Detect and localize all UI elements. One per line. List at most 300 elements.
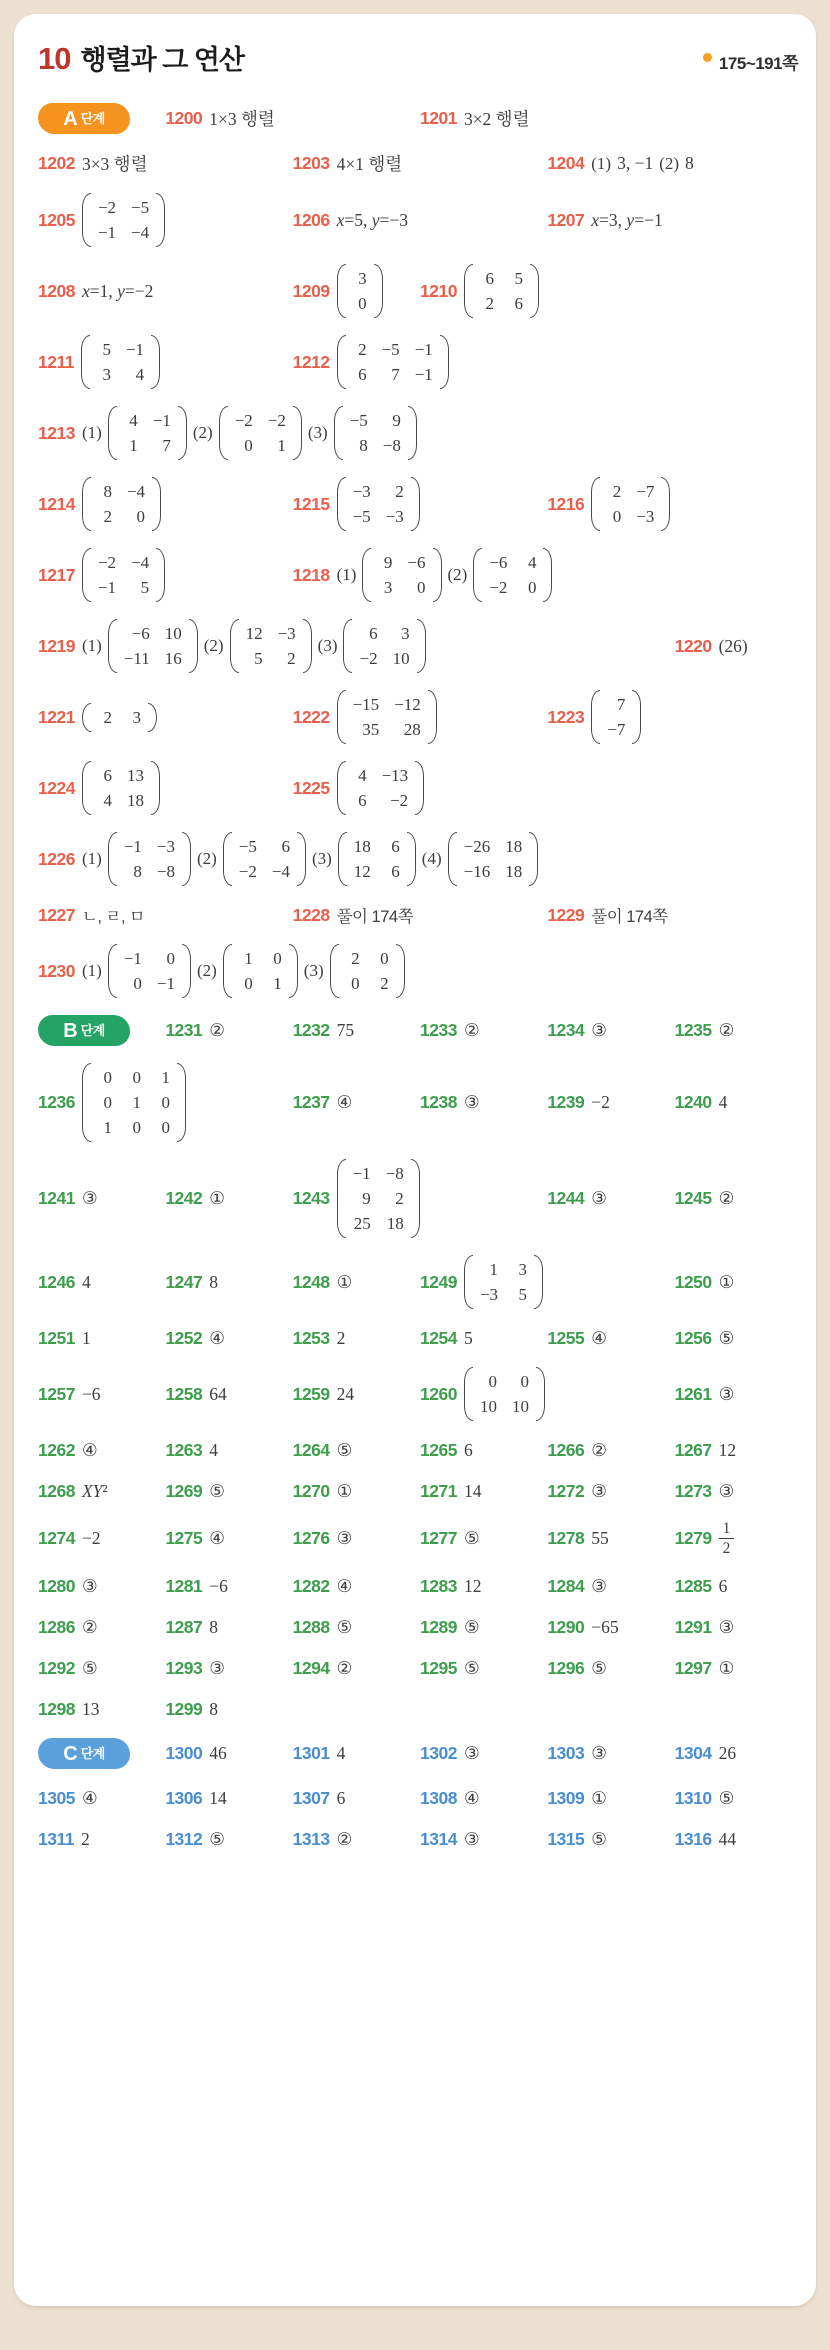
left-paren-icon xyxy=(82,548,91,602)
answer-item-1215 xyxy=(293,477,544,531)
answer-value: 4 xyxy=(718,1092,728,1112)
problem-number: 1281 xyxy=(165,1575,203,1596)
answer-item-1307 xyxy=(293,1786,416,1810)
matrix-cell: 8 xyxy=(103,482,112,501)
matrix-cell: 18 xyxy=(353,837,371,856)
answer-body xyxy=(337,1440,353,1461)
matrix-value xyxy=(337,335,449,389)
answer-value: ⑤ xyxy=(209,1480,225,1501)
problem-number: 1239 xyxy=(547,1092,585,1112)
matrix-cell: −2 xyxy=(238,862,257,881)
answer-body xyxy=(209,1328,225,1349)
answer-row xyxy=(38,1063,798,1142)
answer-item-1269 xyxy=(165,1479,288,1503)
left-paren-icon xyxy=(448,832,457,886)
matrix-grid xyxy=(91,1063,177,1142)
answer-body xyxy=(464,1743,480,1764)
answer-body xyxy=(337,1743,346,1764)
left-paren-icon xyxy=(219,406,228,460)
answer-item-1200 xyxy=(165,106,416,131)
left-paren-icon xyxy=(337,264,346,318)
problem-number: 1213 xyxy=(38,422,75,443)
problem-number: 1202 xyxy=(38,153,75,173)
problem-number: 1207 xyxy=(547,209,585,230)
matrix-cell: 0 xyxy=(244,436,253,455)
problem-number: 1238 xyxy=(420,1092,457,1112)
problem-number: 1294 xyxy=(292,1657,330,1678)
left-paren-icon xyxy=(464,1255,473,1309)
answer-item-1255 xyxy=(547,1326,670,1350)
matrix-cell: 3 xyxy=(102,365,111,384)
answer-item-1237 xyxy=(293,1091,416,1115)
matrix-cell: −2 xyxy=(97,198,117,217)
answer-value: ⑤ xyxy=(209,1828,225,1849)
problem-number: 1260 xyxy=(420,1383,457,1404)
answer-value: ③ xyxy=(209,1657,225,1678)
answer-row xyxy=(38,548,798,602)
matrix-cell: 12 xyxy=(353,862,371,881)
answer-value: ② xyxy=(209,1020,225,1040)
answer-item-1213 xyxy=(38,406,798,460)
answer-body xyxy=(82,1658,98,1679)
right-paren-icon xyxy=(411,1159,420,1238)
answer-body xyxy=(337,1788,346,1809)
answer-item-1224 xyxy=(38,761,289,815)
problem-number: 1304 xyxy=(674,1743,712,1764)
answer-body xyxy=(464,1481,482,1502)
matrix-cell: 5 xyxy=(140,578,150,597)
answer-value: ㄴ, ㄹ, ㅁ xyxy=(81,908,145,926)
problem-number: 1221 xyxy=(38,706,75,727)
section-A xyxy=(38,103,798,998)
matrix-value xyxy=(448,832,539,886)
answer-key-card xyxy=(14,14,816,2306)
answer-row xyxy=(38,151,798,176)
answer-value: 4×1 행렬 xyxy=(336,154,403,174)
problem-number: 1205 xyxy=(38,209,75,230)
matrix-cell: 0 xyxy=(166,949,175,968)
matrix-cell: −6 xyxy=(407,553,426,572)
problem-number: 1316 xyxy=(674,1828,712,1849)
left-paren-icon xyxy=(330,944,339,998)
matrix-value xyxy=(330,944,405,998)
answer-body xyxy=(719,1658,735,1679)
answer-body xyxy=(591,1528,609,1549)
matrix-cell: 3 xyxy=(401,624,410,643)
answer-value: 3×2 행렬 xyxy=(463,109,530,129)
answer-value: 3, −1 xyxy=(617,153,654,173)
answer-item-1290 xyxy=(547,1615,670,1639)
problem-number: 1204 xyxy=(547,153,585,173)
answer-body xyxy=(464,1617,480,1638)
answer-body xyxy=(82,832,538,886)
problem-number: 1315 xyxy=(547,1828,585,1849)
matrix-cell: 2 xyxy=(287,649,296,668)
answer-item-1287 xyxy=(165,1615,288,1639)
matrix-cell: −3 xyxy=(479,1285,499,1304)
matrix-cell: 1 xyxy=(132,1093,141,1112)
answer-item-1226 xyxy=(38,832,798,886)
matrix-value xyxy=(338,832,416,886)
answer-body xyxy=(82,1440,98,1461)
problem-number: 1295 xyxy=(420,1657,457,1678)
answer-body xyxy=(591,903,667,927)
answer-value: 1×3 행렬 xyxy=(209,109,275,129)
answer-body xyxy=(591,1020,607,1041)
matrix-cell: −1 xyxy=(97,578,117,597)
matrix-cell: 3 xyxy=(518,1260,528,1279)
problem-number: 1274 xyxy=(38,1528,75,1549)
answer-body xyxy=(719,1328,735,1349)
chapter-number: 10 xyxy=(38,41,71,76)
answer-value: x=1, y=−2 xyxy=(81,280,154,301)
matrix-cell: 7 xyxy=(162,436,171,455)
matrix-cell: 2 xyxy=(395,482,404,501)
problem-number: 1267 xyxy=(674,1439,712,1460)
answer-value: 75 xyxy=(336,1020,355,1040)
answer-value: ③ xyxy=(718,1480,735,1501)
problem-number: 1217 xyxy=(38,564,75,585)
answer-body xyxy=(337,335,449,389)
answer-body xyxy=(591,1328,607,1349)
matrix-grid xyxy=(473,1255,534,1309)
answer-value: 6 xyxy=(718,1575,728,1596)
answer-body xyxy=(719,1092,728,1113)
answer-body xyxy=(591,153,694,174)
problem-number: 1243 xyxy=(292,1188,330,1208)
answer-body xyxy=(337,761,425,815)
answer-body xyxy=(337,1576,353,1597)
problem-number: 1263 xyxy=(165,1439,203,1460)
answer-body xyxy=(464,1328,473,1349)
answer-value: ③ xyxy=(463,1092,480,1112)
answer-item-1202 xyxy=(38,151,289,176)
left-paren-icon xyxy=(338,832,347,886)
right-paren-icon xyxy=(374,264,383,318)
answer-value: ② xyxy=(718,1020,735,1040)
card-content xyxy=(14,14,816,1851)
problem-number: 1228 xyxy=(292,904,330,925)
answer-value: ③ xyxy=(718,1616,735,1637)
left-paren-icon xyxy=(337,761,346,815)
left-paren-icon xyxy=(464,264,473,318)
matrix-cell: −1 xyxy=(123,837,142,856)
matrix-cell: 9 xyxy=(383,553,393,572)
answer-body xyxy=(591,477,670,531)
stage-badge-letter: A xyxy=(63,107,78,130)
answer-value: 3×3 행렬 xyxy=(81,154,148,174)
part-label: (1) xyxy=(591,153,612,173)
problem-number: 1254 xyxy=(420,1327,457,1348)
matrix-cell: 4 xyxy=(129,411,138,430)
problem-number: 1287 xyxy=(165,1616,203,1637)
answer-body xyxy=(82,903,145,927)
answer-body xyxy=(591,1617,618,1638)
part-label: (3) xyxy=(311,849,332,868)
answer-item-1275 xyxy=(165,1527,288,1551)
answer-item-1220 xyxy=(675,634,798,658)
answer-row xyxy=(38,1479,798,1503)
matrix-cell: 9 xyxy=(392,411,401,430)
answer-item-1311 xyxy=(38,1827,161,1851)
answer-body xyxy=(464,1367,545,1421)
problem-number: 1285 xyxy=(674,1575,712,1596)
matrix-cell: 4 xyxy=(135,365,145,384)
matrix-cell: −1 xyxy=(125,340,145,359)
matrix-cell: 0 xyxy=(351,974,360,993)
answer-body xyxy=(209,1020,225,1041)
matrix-cell: −6 xyxy=(489,553,508,572)
matrix-grid xyxy=(347,832,407,886)
answer-item-1302 xyxy=(420,1742,543,1766)
answer-value: ⑤ xyxy=(336,1439,353,1460)
problem-number: 1247 xyxy=(165,1271,203,1292)
stage-badge-C xyxy=(38,1738,130,1769)
right-paren-icon xyxy=(411,477,420,531)
matrix-cell: 0 xyxy=(612,507,622,526)
matrix-cell: 18 xyxy=(126,791,144,810)
part-label: (1) xyxy=(81,961,102,980)
answer-value: 12 xyxy=(718,1439,737,1460)
problem-number: 1307 xyxy=(292,1787,330,1808)
answer-body xyxy=(209,1576,228,1597)
answer-value: 44 xyxy=(718,1828,737,1849)
left-paren-icon xyxy=(108,406,117,460)
stage-badge-text: 단계 xyxy=(80,1023,105,1038)
answer-body xyxy=(82,193,165,247)
matrix-cell: 10 xyxy=(479,1397,497,1416)
right-paren-icon xyxy=(293,406,302,460)
right-paren-icon xyxy=(428,690,437,744)
part-label: (1) xyxy=(81,636,102,655)
matrix-value xyxy=(108,619,198,673)
matrix-cell: −2 xyxy=(267,411,286,430)
answer-row xyxy=(38,619,798,673)
matrix-grid xyxy=(232,944,289,998)
problem-number: 1209 xyxy=(292,280,330,301)
right-paren-icon xyxy=(396,944,405,998)
answer-body xyxy=(719,1020,735,1041)
matrix-value xyxy=(464,1367,545,1421)
problem-number: 1214 xyxy=(38,493,75,514)
matrix-cell: −7 xyxy=(636,482,655,501)
answer-body xyxy=(82,761,160,815)
answer-value: ④ xyxy=(591,1327,607,1348)
answer-item-1225 xyxy=(293,761,798,815)
matrix-cell: −1 xyxy=(414,340,433,359)
answer-body xyxy=(464,1658,480,1679)
matrix-cell: 0 xyxy=(161,1093,170,1112)
answer-value: 6 xyxy=(463,1439,473,1460)
answer-item-1301 xyxy=(293,1742,416,1766)
answer-item-1218 xyxy=(293,548,798,602)
matrix-cell: 9 xyxy=(362,1189,371,1208)
answer-body xyxy=(82,406,417,460)
answer-body xyxy=(209,1188,225,1209)
answer-body xyxy=(209,1658,225,1679)
answer-body xyxy=(719,1617,735,1638)
answer-body xyxy=(209,1384,227,1405)
answer-item-1293 xyxy=(165,1656,288,1680)
answer-value: 26 xyxy=(718,1743,737,1764)
problem-number: 1218 xyxy=(292,564,330,585)
answer-body xyxy=(337,1092,353,1113)
answer-body xyxy=(464,1440,473,1461)
matrix-grid xyxy=(371,548,432,602)
stage-badge-text: 단계 xyxy=(80,111,105,126)
answer-body xyxy=(591,1829,607,1850)
matrix-value xyxy=(108,944,191,998)
stage-badge-B xyxy=(38,1015,130,1046)
matrix-cell: 8 xyxy=(359,436,368,455)
answer-value: ③ xyxy=(81,1575,98,1596)
answer-item-1221 xyxy=(38,703,289,732)
answer-item-1310 xyxy=(675,1786,798,1810)
answer-item-1282 xyxy=(293,1574,416,1598)
problem-number: 1297 xyxy=(674,1657,712,1678)
problem-number: 1310 xyxy=(674,1787,712,1808)
problem-number: 1208 xyxy=(38,280,75,301)
matrix-cell: 0 xyxy=(520,1372,529,1391)
matrix-cell: 0 xyxy=(133,974,142,993)
answer-item-1268 xyxy=(38,1479,161,1503)
answer-item-1240 xyxy=(675,1091,798,1115)
answer-value: ② xyxy=(81,1616,98,1637)
answer-item-1313 xyxy=(293,1827,416,1851)
matrix-grid xyxy=(482,548,543,602)
problem-number: 1290 xyxy=(547,1616,585,1637)
problem-number: 1301 xyxy=(292,1743,330,1764)
right-paren-icon xyxy=(289,944,298,998)
answer-item-1245 xyxy=(675,1187,798,1211)
matrix-cell: −11 xyxy=(123,649,150,668)
problem-number: 1252 xyxy=(165,1327,203,1348)
stage-badge-text: 단계 xyxy=(80,1746,105,1762)
answer-body xyxy=(337,151,403,176)
left-paren-icon xyxy=(223,944,232,998)
matrix-value xyxy=(82,761,160,815)
answer-value: ④ xyxy=(81,1787,98,1808)
answer-value: ② xyxy=(336,1828,353,1849)
answer-value: ⑤ xyxy=(463,1616,480,1637)
answer-body xyxy=(209,1440,218,1461)
answer-row xyxy=(38,1367,798,1421)
matrix-cell: 7 xyxy=(616,695,626,714)
problem-number: 1236 xyxy=(38,1092,75,1112)
right-paren-icon xyxy=(530,264,539,318)
right-paren-icon xyxy=(156,548,165,602)
problem-number: 1300 xyxy=(165,1743,203,1764)
answer-value: ⑤ xyxy=(463,1657,480,1678)
answer-body xyxy=(719,1576,728,1597)
answer-value: 4 xyxy=(336,1743,346,1764)
answer-item-1259 xyxy=(293,1382,416,1406)
matrix-value xyxy=(81,335,160,389)
matrix-grid xyxy=(91,477,152,531)
answer-row xyxy=(38,103,798,134)
matrix-cell: −8 xyxy=(156,862,175,881)
answer-value: 4 xyxy=(209,1439,219,1460)
answer-body xyxy=(82,1576,98,1597)
matrix-cell: −1 xyxy=(156,974,175,993)
answer-body xyxy=(209,1829,225,1850)
matrix-cell: −3 xyxy=(156,837,175,856)
matrix-cell: 5 xyxy=(102,340,111,359)
answer-row xyxy=(38,1520,798,1557)
answer-item-1201 xyxy=(420,106,798,131)
matrix-cell: 16 xyxy=(164,649,182,668)
answer-item-1281 xyxy=(165,1574,288,1598)
answer-body xyxy=(591,690,641,744)
problem-number: 1256 xyxy=(674,1327,712,1348)
answer-item-1256 xyxy=(675,1326,798,1350)
matrix-value xyxy=(82,193,165,247)
answer-body xyxy=(591,1092,610,1113)
matrix-grid xyxy=(457,832,530,886)
answer-value: ③ xyxy=(463,1743,480,1764)
answer-body xyxy=(464,1020,480,1041)
answer-item-1314 xyxy=(420,1827,543,1851)
problem-number: 1278 xyxy=(547,1528,585,1549)
matrix-grid xyxy=(232,832,297,886)
problem-number: 1215 xyxy=(292,493,330,514)
matrix-value xyxy=(219,406,302,460)
problem-number: 1216 xyxy=(547,493,585,514)
matrix-value xyxy=(223,944,298,998)
answer-row xyxy=(38,264,798,318)
answer-item-1265 xyxy=(420,1438,543,1462)
answer-row xyxy=(38,406,798,460)
answer-item-1305 xyxy=(38,1786,161,1810)
matrix-grid xyxy=(117,832,182,886)
problem-number: 1299 xyxy=(165,1698,203,1719)
answer-value: 4 xyxy=(81,1271,91,1292)
part-label: (3) xyxy=(307,423,328,442)
answer-value: ① xyxy=(718,1271,735,1292)
problem-number: 1271 xyxy=(420,1480,457,1501)
answer-item-1241 xyxy=(38,1187,161,1211)
problem-number: 1269 xyxy=(165,1480,203,1501)
answer-item-1233 xyxy=(420,1019,543,1043)
matrix-cell: −2 xyxy=(359,649,378,668)
left-paren-icon xyxy=(82,1063,91,1142)
answer-value: ① xyxy=(209,1188,225,1208)
problem-number: 1289 xyxy=(420,1616,457,1637)
answer-row xyxy=(38,1697,798,1721)
answer-value: ② xyxy=(718,1188,735,1208)
left-paren-icon xyxy=(337,1159,346,1238)
answer-body xyxy=(337,903,413,927)
right-paren-icon xyxy=(417,619,426,673)
right-paren-icon xyxy=(151,335,160,389)
matrix-cell: 2 xyxy=(351,949,360,968)
problem-number: 1234 xyxy=(547,1020,585,1040)
answer-item-1295 xyxy=(420,1656,543,1680)
answer-body xyxy=(719,1520,735,1557)
problem-number: 1286 xyxy=(38,1616,75,1637)
problem-number: 1311 xyxy=(38,1828,74,1849)
answer-value: ① xyxy=(336,1271,353,1292)
matrix-cell: 2 xyxy=(103,707,112,727)
answer-body xyxy=(337,1829,353,1850)
right-paren-icon xyxy=(182,832,191,886)
answer-body xyxy=(82,477,161,531)
matrix-cell: 1 xyxy=(489,1260,499,1279)
matrix-value xyxy=(337,690,437,744)
answer-item-1270 xyxy=(293,1479,416,1503)
answer-body xyxy=(337,1481,353,1502)
answer-value: 24 xyxy=(336,1383,355,1404)
